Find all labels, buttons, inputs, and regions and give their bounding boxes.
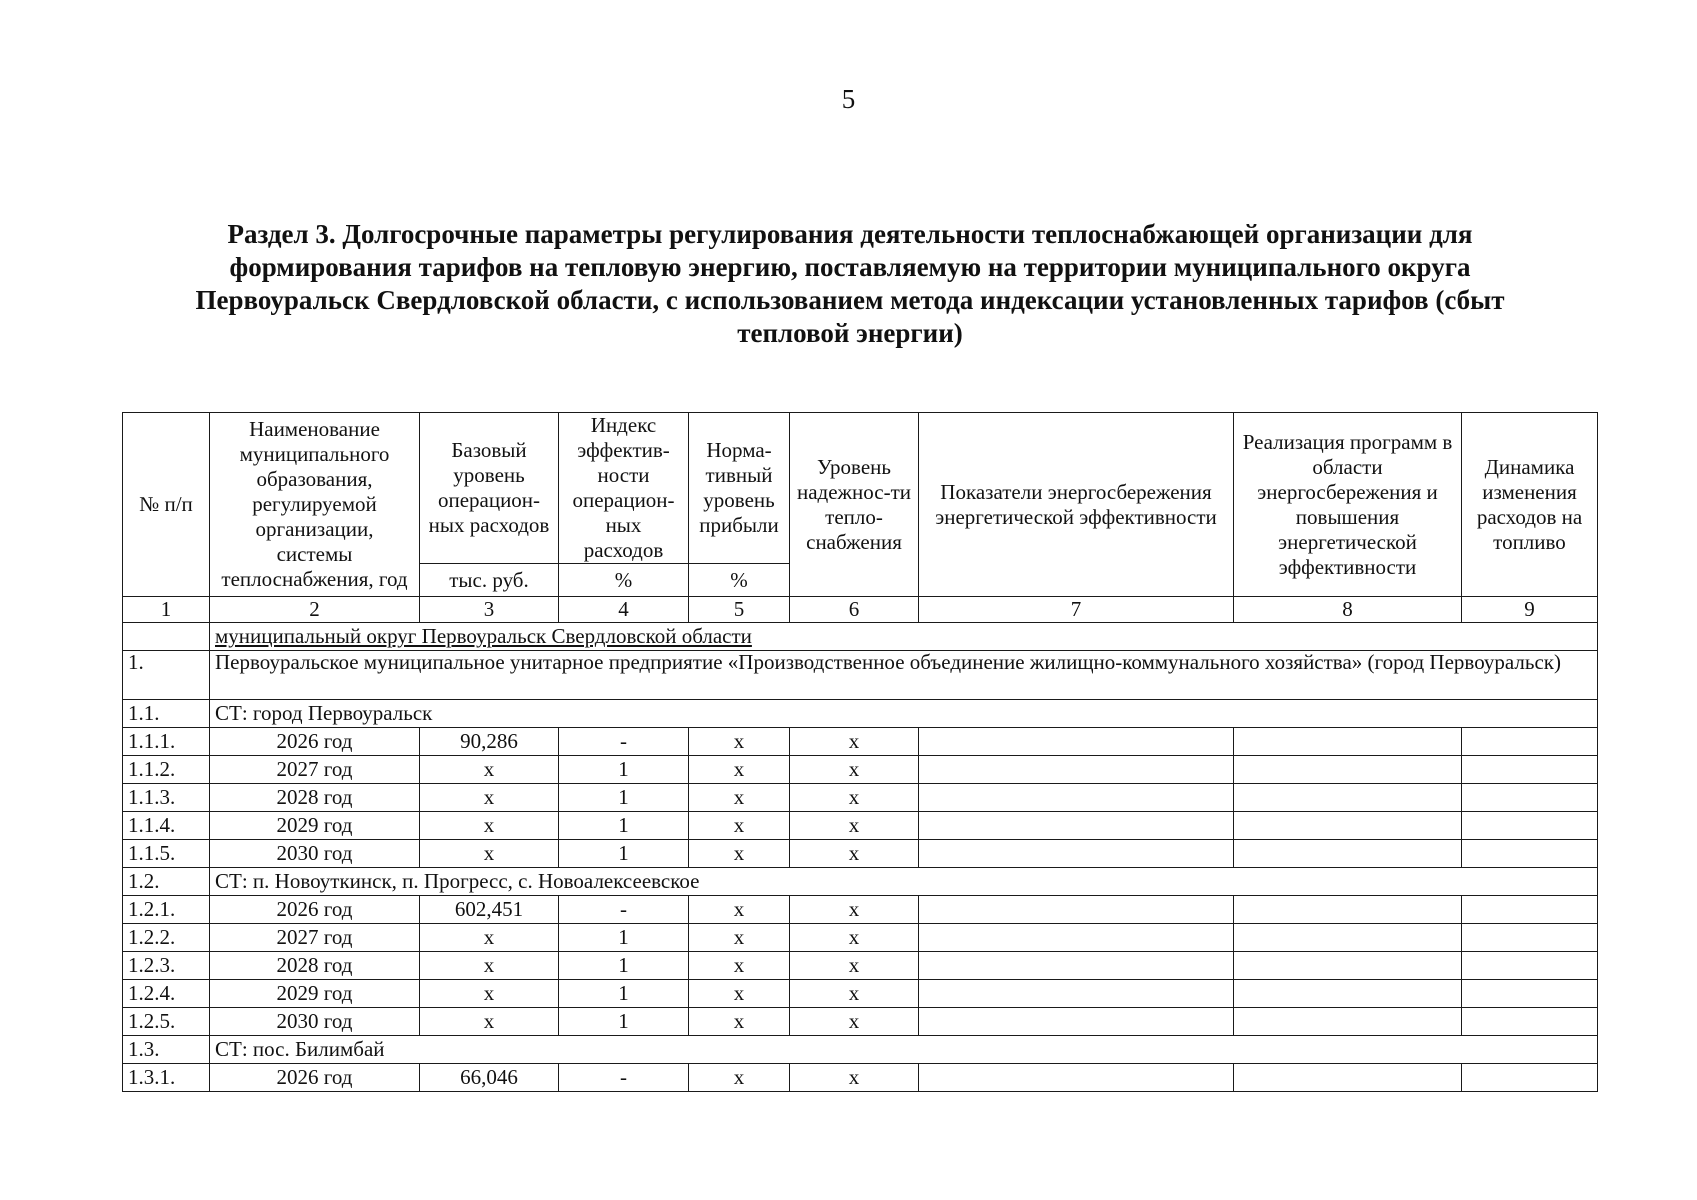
system-name: СТ: п. Новоуткинск, п. Прогресс, с. Новоалексеевское <box>210 868 1598 896</box>
row-fuel-dynamics <box>1462 728 1598 756</box>
row-efficiency-index: - <box>559 728 689 756</box>
row-fuel-dynamics <box>1462 1008 1598 1036</box>
row-normative-profit: х <box>689 952 790 980</box>
row-base-opex: х <box>420 840 559 868</box>
row-programs <box>1234 980 1462 1008</box>
row-fuel-dynamics <box>1462 784 1598 812</box>
row-normative-profit: х <box>689 924 790 952</box>
row-reliability: х <box>790 896 919 924</box>
table-row <box>123 784 1598 812</box>
row-num: 1.2.5. <box>123 1008 210 1036</box>
header-name: Наименование муниципального образования, регулируемой организации, системы теплоснабжения, год <box>210 413 420 597</box>
unit-base-opex: тыс. руб. <box>420 564 559 597</box>
row-energy-saving <box>919 952 1234 980</box>
column-number: 4 <box>559 597 689 623</box>
row-normative-profit: х <box>689 756 790 784</box>
row-year: 2027 год <box>210 756 420 784</box>
section-title: Раздел 3. Долгосрочные параметры регулирования деятельности теплоснабжающей организации для формирования тарифов на тепловую энергию, поставляемую на территории муниципального округа Первоуральск Свердловской области, с использованием метода индексации установленных тарифов (сбыт тепловой энергии) <box>195 219 1505 348</box>
row-base-opex: 66,046 <box>420 1064 559 1092</box>
row-efficiency-index: - <box>559 896 689 924</box>
row-fuel-dynamics <box>1462 924 1598 952</box>
unit-efficiency-index: % <box>559 564 689 597</box>
row-normative-profit: х <box>689 980 790 1008</box>
row-energy-saving <box>919 980 1234 1008</box>
row-num: 1.3.1. <box>123 1064 210 1092</box>
row-reliability: х <box>790 840 919 868</box>
table-row <box>123 756 1598 784</box>
row-energy-saving <box>919 756 1234 784</box>
row-normative-profit: х <box>689 1064 790 1092</box>
row-programs <box>1234 1008 1462 1036</box>
row-energy-saving <box>919 728 1234 756</box>
row-reliability: х <box>790 952 919 980</box>
row-energy-saving <box>919 840 1234 868</box>
row-year: 2026 год <box>210 728 420 756</box>
table-row <box>123 896 1598 924</box>
system-num: 1.2. <box>123 868 210 896</box>
row-fuel-dynamics <box>1462 756 1598 784</box>
row-energy-saving <box>919 896 1234 924</box>
organization-num: 1. <box>123 651 210 700</box>
row-base-opex: х <box>420 1008 559 1036</box>
row-efficiency-index: 1 <box>559 1008 689 1036</box>
row-efficiency-index: 1 <box>559 812 689 840</box>
table-row <box>123 980 1598 1008</box>
row-programs <box>1234 952 1462 980</box>
row-programs <box>1234 728 1462 756</box>
table-row <box>123 1064 1598 1092</box>
header-energy-saving: Показатели энергосбережения энергетической эффективности <box>919 413 1234 597</box>
row-base-opex: 602,451 <box>420 896 559 924</box>
column-number: 1 <box>123 597 210 623</box>
system-name: СТ: пос. Билимбай <box>210 1036 1598 1064</box>
row-num: 1.1.5. <box>123 840 210 868</box>
municipality-num-cell <box>123 623 210 651</box>
row-normative-profit: х <box>689 840 790 868</box>
row-base-opex: х <box>420 812 559 840</box>
organization-name: Первоуральское муниципальное унитарное предприятие «Производственное объединение жилищно-коммунального хозяйства» (город Первоуральск) <box>210 651 1598 700</box>
row-year: 2026 год <box>210 896 420 924</box>
row-efficiency-index: 1 <box>559 980 689 1008</box>
municipality-row <box>123 623 1598 651</box>
row-efficiency-index: 1 <box>559 784 689 812</box>
row-reliability: х <box>790 784 919 812</box>
row-energy-saving <box>919 1008 1234 1036</box>
row-programs <box>1234 924 1462 952</box>
header-reliability: Уровень надежнос-ти тепло-снабжения <box>790 413 919 597</box>
row-programs <box>1234 896 1462 924</box>
header-num: № п/п <box>123 413 210 597</box>
row-reliability: х <box>790 1064 919 1092</box>
row-num: 1.1.3. <box>123 784 210 812</box>
table-row <box>123 1008 1598 1036</box>
row-efficiency-index: 1 <box>559 924 689 952</box>
column-number: 9 <box>1462 597 1598 623</box>
row-reliability: х <box>790 1008 919 1036</box>
row-year: 2029 год <box>210 812 420 840</box>
row-year: 2028 год <box>210 784 420 812</box>
row-base-opex: х <box>420 980 559 1008</box>
row-energy-saving <box>919 924 1234 952</box>
row-num: 1.1.2. <box>123 756 210 784</box>
organization-row <box>123 651 1598 700</box>
row-reliability: х <box>790 756 919 784</box>
row-num: 1.2.3. <box>123 952 210 980</box>
row-fuel-dynamics <box>1462 896 1598 924</box>
column-number: 5 <box>689 597 790 623</box>
row-num: 1.2.2. <box>123 924 210 952</box>
header-row <box>123 413 1598 564</box>
row-year: 2027 год <box>210 924 420 952</box>
page-number: 5 <box>841 84 856 114</box>
row-reliability: х <box>790 728 919 756</box>
row-programs <box>1234 840 1462 868</box>
row-efficiency-index: 1 <box>559 952 689 980</box>
row-year: 2029 год <box>210 980 420 1008</box>
row-reliability: х <box>790 980 919 1008</box>
table-row <box>123 812 1598 840</box>
column-number: 6 <box>790 597 919 623</box>
system-num: 1.3. <box>123 1036 210 1064</box>
row-base-opex: х <box>420 784 559 812</box>
row-num: 1.1.1. <box>123 728 210 756</box>
row-normative-profit: х <box>689 784 790 812</box>
header-fuel-dynamics: Динамика изменения расходов на топливо <box>1462 413 1598 597</box>
table-row <box>123 728 1598 756</box>
row-year: 2030 год <box>210 1008 420 1036</box>
row-programs <box>1234 756 1462 784</box>
row-energy-saving <box>919 784 1234 812</box>
row-programs <box>1234 812 1462 840</box>
row-base-opex: х <box>420 952 559 980</box>
row-num: 1.2.1. <box>123 896 210 924</box>
row-energy-saving <box>919 812 1234 840</box>
header-programs: Реализация программ в области энергосбережения и повышения энергетической эффективности <box>1234 413 1462 597</box>
row-reliability: х <box>790 924 919 952</box>
row-efficiency-index: - <box>559 1064 689 1092</box>
row-fuel-dynamics <box>1462 952 1598 980</box>
header-efficiency-index: Индекс эффектив-ности операцион-ных расходов <box>559 413 689 564</box>
system-row <box>123 868 1598 896</box>
row-programs <box>1234 784 1462 812</box>
row-year: 2028 год <box>210 952 420 980</box>
column-number: 8 <box>1234 597 1462 623</box>
system-num: 1.1. <box>123 700 210 728</box>
row-normative-profit: х <box>689 1008 790 1036</box>
row-year: 2030 год <box>210 840 420 868</box>
system-row <box>123 700 1598 728</box>
table-row <box>123 952 1598 980</box>
system-row <box>123 1036 1598 1064</box>
unit-normative-profit: % <box>689 564 790 597</box>
row-normative-profit: х <box>689 812 790 840</box>
row-normative-profit: х <box>689 896 790 924</box>
row-base-opex: х <box>420 756 559 784</box>
row-normative-profit: х <box>689 728 790 756</box>
row-fuel-dynamics <box>1462 1064 1598 1092</box>
row-base-opex: х <box>420 924 559 952</box>
row-fuel-dynamics <box>1462 812 1598 840</box>
row-num: 1.2.4. <box>123 980 210 1008</box>
parameters-table <box>122 412 1598 1092</box>
column-number-row <box>123 597 1598 623</box>
row-programs <box>1234 1064 1462 1092</box>
header-normative-profit: Норма-тивный уровень прибыли <box>689 413 790 564</box>
system-name: СТ: город Первоуральск <box>210 700 1598 728</box>
row-year: 2026 год <box>210 1064 420 1092</box>
column-number: 3 <box>420 597 559 623</box>
row-fuel-dynamics <box>1462 980 1598 1008</box>
row-fuel-dynamics <box>1462 840 1598 868</box>
table-row <box>123 924 1598 952</box>
column-number: 7 <box>919 597 1234 623</box>
row-base-opex: 90,286 <box>420 728 559 756</box>
row-num: 1.1.4. <box>123 812 210 840</box>
municipality-name: муниципальный округ Первоуральск Свердловской области <box>210 623 1598 651</box>
header-base-opex: Базовый уровень операцион-ных расходов <box>420 413 559 564</box>
row-reliability: х <box>790 812 919 840</box>
row-energy-saving <box>919 1064 1234 1092</box>
column-number: 2 <box>210 597 420 623</box>
table-row <box>123 840 1598 868</box>
row-efficiency-index: 1 <box>559 756 689 784</box>
row-efficiency-index: 1 <box>559 840 689 868</box>
